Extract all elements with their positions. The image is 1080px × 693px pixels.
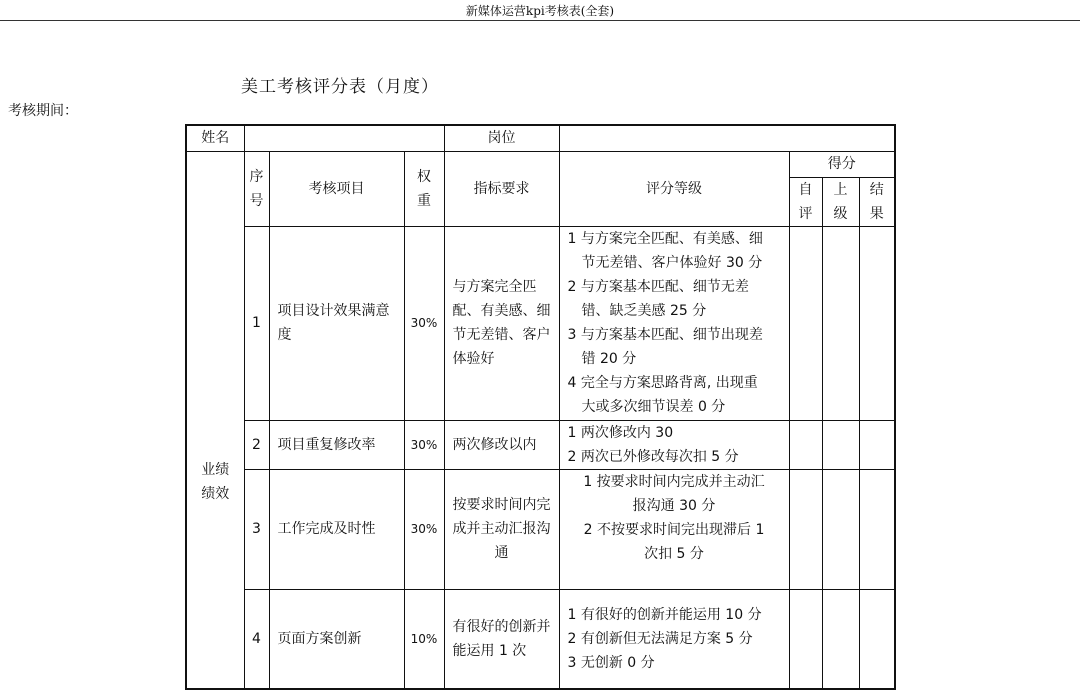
grading-line: 4 完全与方案思路背离, 出现重 <box>567 375 758 391</box>
grading-line: 次扣 5 分 <box>644 545 704 562</box>
grading-line: 报沟通 30 分 <box>632 497 716 514</box>
row-item: 项目设计效果满意度 <box>269 226 404 420</box>
grading-line: 错 20 分 <box>581 351 637 367</box>
grading-header: 评分等级 <box>559 151 789 226</box>
superior-score-cell[interactable] <box>822 589 859 689</box>
row-indicator: 按要求时间内完成并主动汇报沟通 <box>444 469 559 589</box>
grading-line: 错、缺乏美感 25 分 <box>581 303 707 319</box>
table-row <box>186 469 895 589</box>
table-row <box>186 589 895 689</box>
form-title: 美工考核评分表（月度） <box>241 77 439 97</box>
superior-header: 上 级 <box>833 181 848 222</box>
kpi-table <box>185 124 896 690</box>
row-grading <box>559 226 789 420</box>
score-header: 得分 <box>789 151 895 177</box>
name-row <box>186 125 895 151</box>
superior-score-cell[interactable] <box>822 469 859 589</box>
row-grading <box>559 420 789 469</box>
position-value-cell <box>559 125 895 151</box>
row-weight: 30% <box>404 420 444 469</box>
superior-header-cell <box>822 177 859 226</box>
row-weight: 10% <box>404 589 444 689</box>
grading-line: 1 与方案完全匹配、有美感、细 <box>567 231 763 247</box>
row-seq: 4 <box>244 589 269 689</box>
grading-line: 2 与方案基本匹配、细节无差 <box>567 279 749 295</box>
row-seq: 1 <box>244 226 269 420</box>
grading-line: 1 有很好的创新并能运用 10 分 <box>567 606 762 623</box>
row-item: 项目重复修改率 <box>269 420 404 469</box>
superior-score-cell[interactable] <box>822 226 859 420</box>
grading-line: 1 两次修改内 30 <box>567 424 674 441</box>
running-title: 新媒体运营kpi考核表(全套) <box>465 4 615 18</box>
name-label: 姓名 <box>186 125 244 151</box>
result-score-cell[interactable] <box>859 469 895 589</box>
self-score-cell[interactable] <box>789 420 822 469</box>
self-header-cell <box>789 177 822 226</box>
table-row <box>186 420 895 469</box>
weight-header: 权 重 <box>417 168 431 209</box>
result-score-cell[interactable] <box>859 589 895 689</box>
self-header: 自 评 <box>798 181 813 222</box>
row-grading <box>559 589 789 689</box>
grading-line: 节无差错、客户体验好 30 分 <box>581 255 763 271</box>
self-score-cell[interactable] <box>789 589 822 689</box>
seq-header-cell <box>244 151 269 226</box>
row-seq: 2 <box>244 420 269 469</box>
row-seq: 3 <box>244 469 269 589</box>
grading-line: 2 不按要求时间完出现滞后 1 <box>583 521 765 538</box>
weight-header-cell <box>404 151 444 226</box>
grading-line: 2 两次已外修改每次扣 5 分 <box>567 448 739 465</box>
indicator-header: 指标要求 <box>444 151 559 226</box>
position-label: 岗位 <box>444 125 559 151</box>
self-score-cell[interactable] <box>789 469 822 589</box>
running-header <box>0 0 1080 21</box>
result-score-cell[interactable] <box>859 226 895 420</box>
row-weight: 30% <box>404 469 444 589</box>
grading-line: 2 有创新但无法满足方案 5 分 <box>567 630 753 647</box>
grading-line: 3 无创新 0 分 <box>567 654 655 671</box>
result-score-cell[interactable] <box>859 420 895 469</box>
grading-line: 1 按要求时间内完成并主动汇 <box>583 473 765 490</box>
row-indicator: 两次修改以内 <box>444 420 559 469</box>
period-label: 考核期间： <box>8 103 78 119</box>
seq-header: 序 号 <box>249 168 264 209</box>
table-row <box>186 226 895 420</box>
row-grading <box>559 469 789 589</box>
result-header-cell <box>859 177 895 226</box>
header-row-1 <box>186 151 895 177</box>
superior-score-cell[interactable] <box>822 420 859 469</box>
name-value-cell <box>244 125 444 151</box>
section-label: 业绩 绩效 <box>201 462 230 502</box>
result-header: 结 果 <box>869 181 884 222</box>
grading-line: 3 与方案基本匹配、细节出现差 <box>567 327 763 343</box>
row-item: 页面方案创新 <box>269 589 404 689</box>
grading-line: 大或多次细节误差 0 分 <box>581 399 726 415</box>
self-score-cell[interactable] <box>789 226 822 420</box>
row-weight: 30% <box>404 226 444 420</box>
item-header: 考核项目 <box>269 151 404 226</box>
row-item: 工作完成及时性 <box>269 469 404 589</box>
row-indicator: 与方案完全匹配、有美感、细节无差错、客户体验好 <box>444 226 559 420</box>
section-label-cell <box>186 151 244 689</box>
row-indicator: 有很好的创新并能运用 1 次 <box>444 589 559 689</box>
